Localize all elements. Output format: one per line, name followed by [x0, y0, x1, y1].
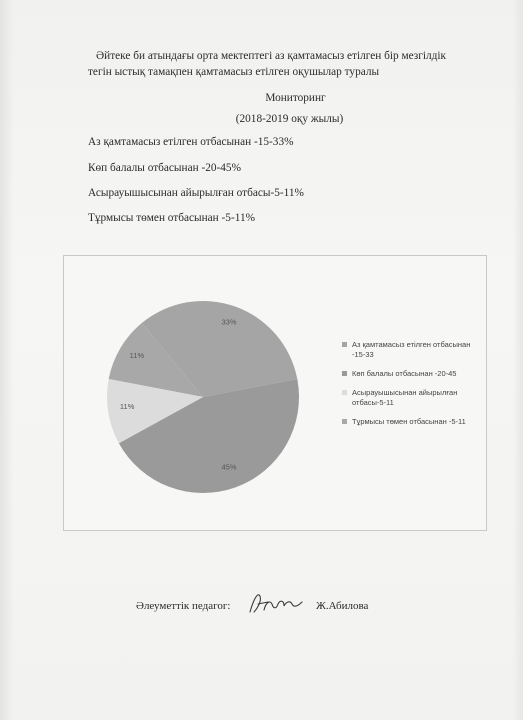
pie-slice-label: 45% — [221, 462, 237, 472]
signature-block — [0, 596, 523, 626]
legend-swatch — [342, 390, 347, 395]
legend-item — [342, 417, 482, 427]
legend-label: Тұрмысы төмен отбасынан -5-11 — [352, 417, 466, 426]
legend-item — [342, 369, 482, 379]
legend-label: Асырауышысынан айырылған отбасы-5-11 — [352, 388, 458, 407]
document-subtitle: Мониторинг — [265, 92, 326, 104]
stat-line: Асырауышысынан айырылған отбасы-5-11% — [88, 187, 304, 199]
legend-swatch — [342, 419, 347, 424]
pie-slice-label: 11% — [119, 402, 135, 412]
handwritten-signature — [246, 590, 306, 618]
academic-year: (2018-2019 оқу жылы) — [235, 113, 344, 125]
legend-swatch — [342, 342, 347, 347]
legend-swatch — [342, 371, 347, 376]
signature-role: Әлеуметтік педагог: — [136, 600, 231, 612]
document-title — [88, 48, 488, 80]
stat-line: Көп балалы отбасынан -20-45% — [88, 162, 241, 174]
stat-line: Тұрмысы төмен отбасынан -5-11% — [88, 212, 256, 224]
signature-name: Ж.Абилова — [316, 600, 369, 612]
pie-slice-label: 11% — [129, 350, 145, 360]
pie-chart-frame — [63, 255, 487, 531]
legend-label: Көп балалы отбасынан -20-45 — [352, 369, 457, 378]
legend-item — [342, 388, 482, 408]
pie-slice-label: 33% — [221, 317, 237, 327]
title-line-1: Әйтеке би атындағы орта мектептегі аз қамтамасыз етілген бір мезгілдік — [96, 50, 447, 62]
chart-legend — [342, 340, 482, 436]
title-line-2: тегін ыстық тамақпен қамтамасыз етілген оқушылар туралы — [88, 66, 380, 78]
legend-item — [342, 340, 482, 360]
stat-line: Аз қамтамасыз етілген отбасынан -15-33% — [88, 136, 294, 148]
legend-label: Аз қамтамасыз етілген отбасынан -15-33 — [352, 340, 471, 359]
